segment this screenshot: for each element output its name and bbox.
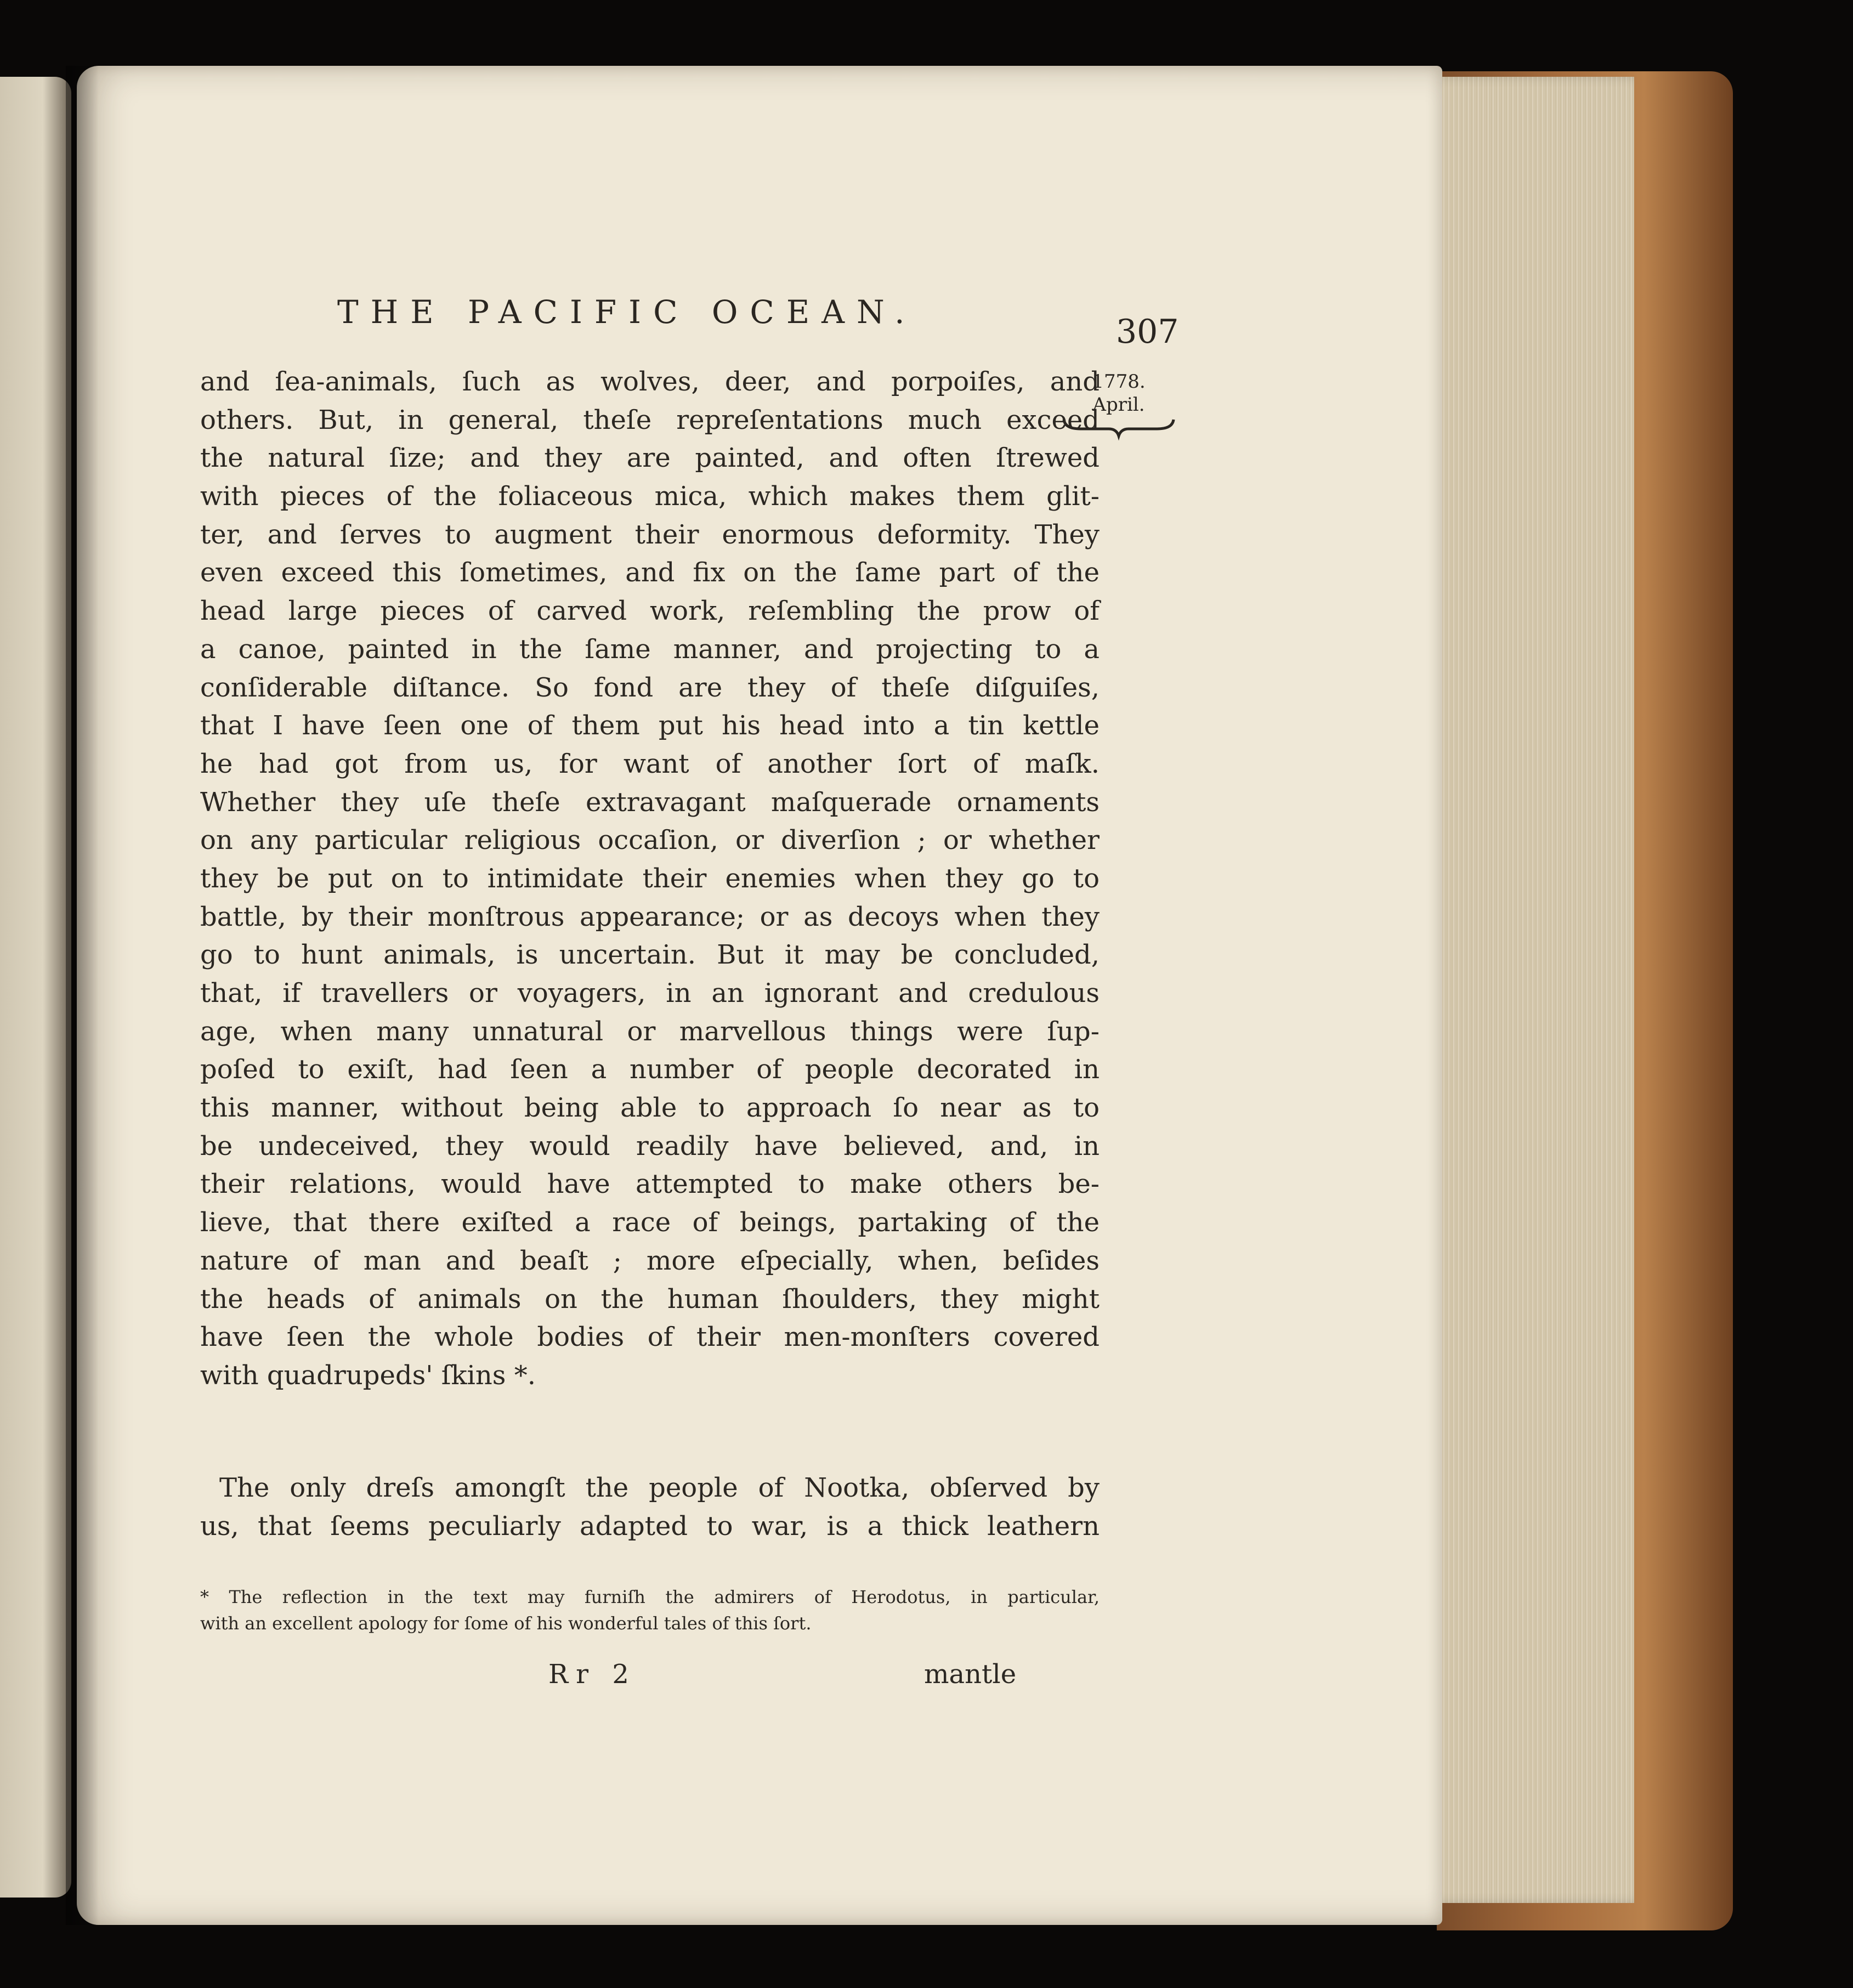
text-line: on any particular religious occaſion, or diverſion ; or whether [200,825,1100,856]
text-line: this manner, without being able to approach ſo near as to [200,1092,1100,1124]
second-paragraph [200,1469,1100,1545]
running-head: THE PACIFIC OCEAN. [337,293,917,331]
signature-mark: Rr 2 [548,1659,637,1690]
text-line: that I have ſeen one of them put his head into a tin kettle [200,710,1100,741]
text-line: head large pieces of carved work, reſembling the prow of [200,596,1100,627]
text-line: the natural ſize; and they are painted, and often ſtrewed [200,443,1100,474]
gutter-shadow [66,66,99,1925]
text-line: The only dreſs amongſt the people of Nootka, obſerved by [219,1472,1100,1503]
text-line: conſiderable diſtance. So fond are they of theſe diſguiſes, [200,672,1100,703]
catchword: mantle [924,1659,1017,1690]
text-line: go to hunt animals, is uncertain. But it may be concluded, [200,939,1100,971]
margin-note-year: 1778. [1092,371,1146,393]
text-line: lieve, that there exiſted a race of beings, partaking of the [200,1207,1100,1238]
text-line: have ſeen the whole bodies of their men-monſters covered [200,1322,1100,1353]
text-line: nature of man and beaſt ; more eſpecially, when, beſides [200,1245,1100,1276]
text-line: they be put on to intimidate their enemies when they go to [200,863,1100,894]
page-block-edges [1426,77,1634,1903]
text-line: and ſea-animals, ſuch as wolves, deer, and porpoiſes, and [200,366,1100,397]
text-line: ter, and ſerves to augment their enormous deformity. They [200,519,1100,550]
text-line: even exceed this ſometimes, and fix on the ſame part of the [200,557,1100,588]
text-line: us, that ſeems peculiarly adapted to war, is a thick leathern [200,1511,1100,1542]
text-line: their relations, would have attempted to make others be- [200,1169,1100,1200]
text-line: the heads of animals on the human ſhoulders, they might [200,1283,1100,1315]
text-line: be undeceived, they would readily have believed, and, in [200,1130,1100,1162]
book-page [77,66,1442,1925]
footnote-line: with an excellent apology for ſome of his wonderful tales of this ſort. [200,1613,812,1634]
text-line: a canoe, painted in the ſame manner, and projecting to a [200,633,1100,665]
text-line: he had got from us, for want of another ſort of maſk. [200,748,1100,779]
text-line: battle, by their monſtrous appearance; or as decoys when they [200,901,1100,932]
main-paragraph [200,363,1100,1395]
footnote [200,1584,1100,1636]
page-number: 307 [1116,313,1179,351]
margin-note-month: April. [1092,394,1145,416]
text-line: others. But, in general, theſe repreſentations much exceed [200,404,1100,435]
text-line: poſed to exiſt, had ſeen a number of people decorated in [200,1054,1100,1085]
text-line: age, when many unnatural or marvellous things were ſup- [200,1016,1100,1047]
text-line: with quadrupeds' ſkins *. [200,1360,536,1391]
text-line: with pieces of the foliaceous mica, which makes them glit- [200,481,1100,512]
footnote-line: * The reflection in the text may furniſh the admirers of Herodotus, in particular, [200,1587,1100,1607]
facing-page-edge [0,77,71,1898]
text-line: Whether they uſe theſe extravagant maſquerade ornaments [200,786,1100,818]
text-line: that, if travellers or voyagers, in an ignorant and credulous [200,978,1100,1009]
